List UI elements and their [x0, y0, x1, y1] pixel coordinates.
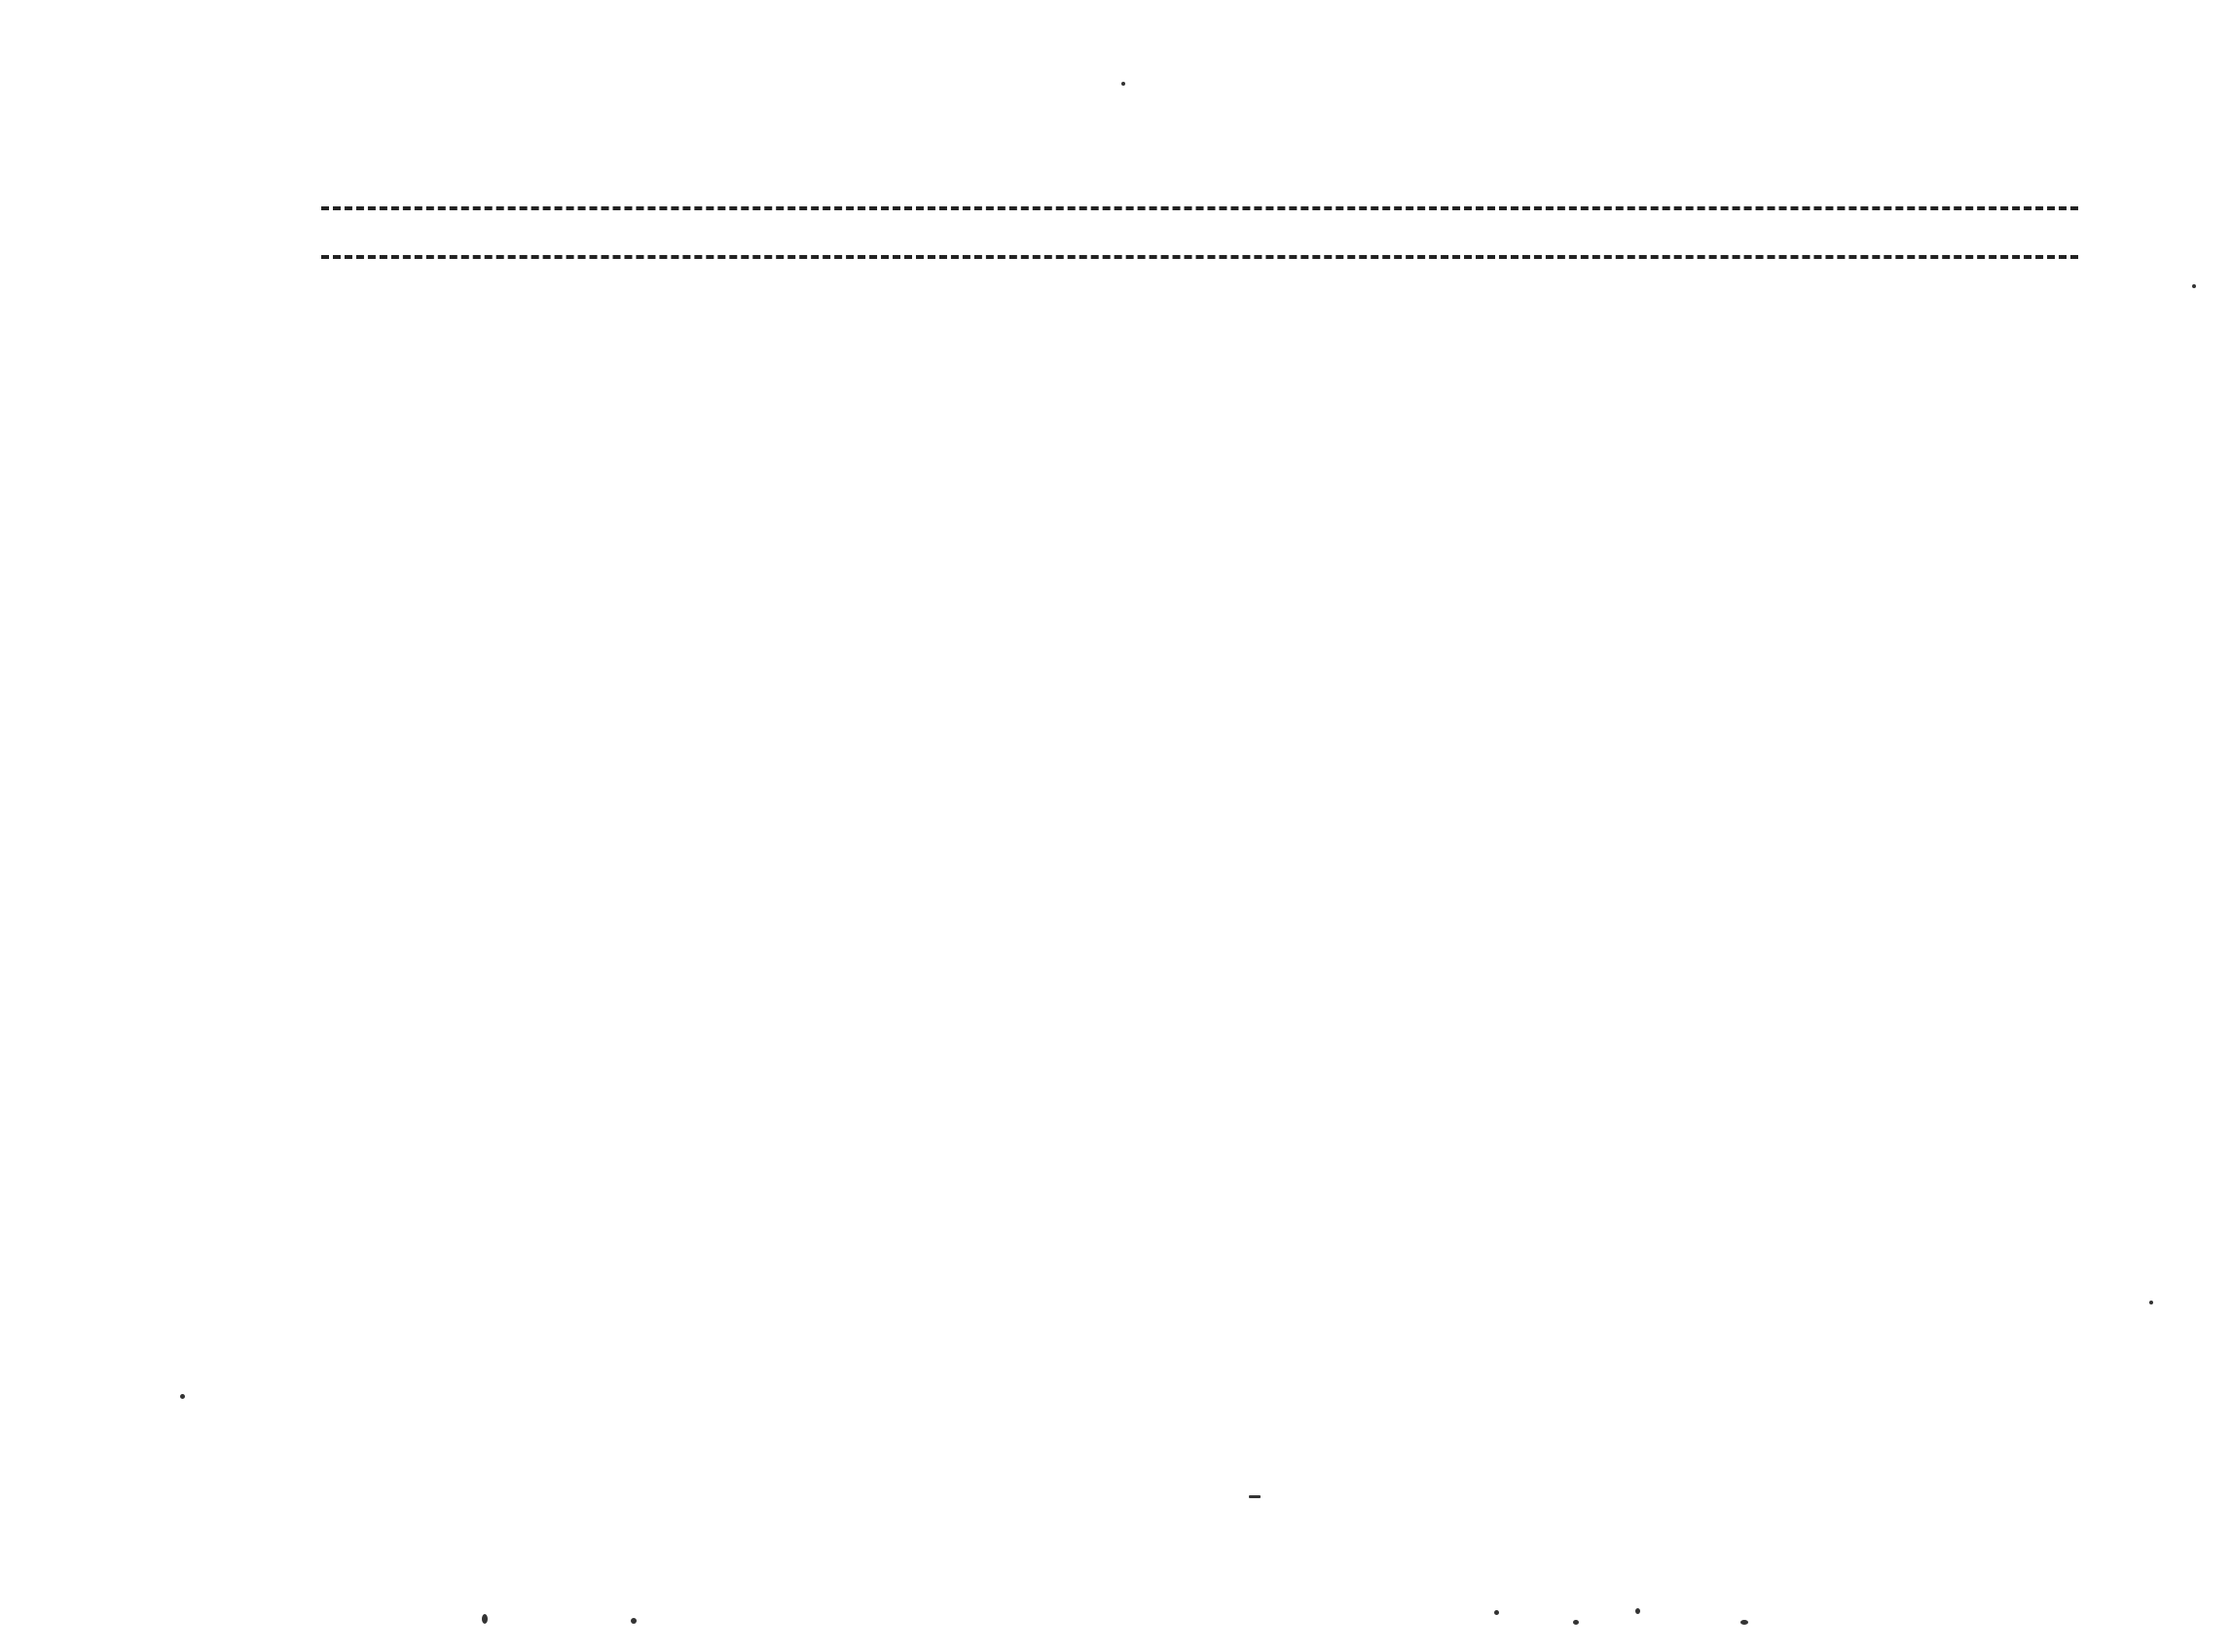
- header-rule-top: [321, 206, 2078, 210]
- scan-speck: [482, 1614, 488, 1624]
- scan-speck: [1740, 1620, 1748, 1625]
- scan-speck: [1573, 1620, 1579, 1625]
- scan-speck: [1249, 1495, 1261, 1498]
- scan-speck: [1635, 1608, 1640, 1614]
- scan-speck: [180, 1394, 185, 1399]
- scan-speck: [2192, 284, 2196, 288]
- scan-speck: [1494, 1610, 1499, 1615]
- header-rule-bottom: [321, 255, 2078, 259]
- scan-speck: [2149, 1301, 2153, 1304]
- scan-speck: [1121, 82, 1125, 86]
- scan-speck: [631, 1618, 637, 1624]
